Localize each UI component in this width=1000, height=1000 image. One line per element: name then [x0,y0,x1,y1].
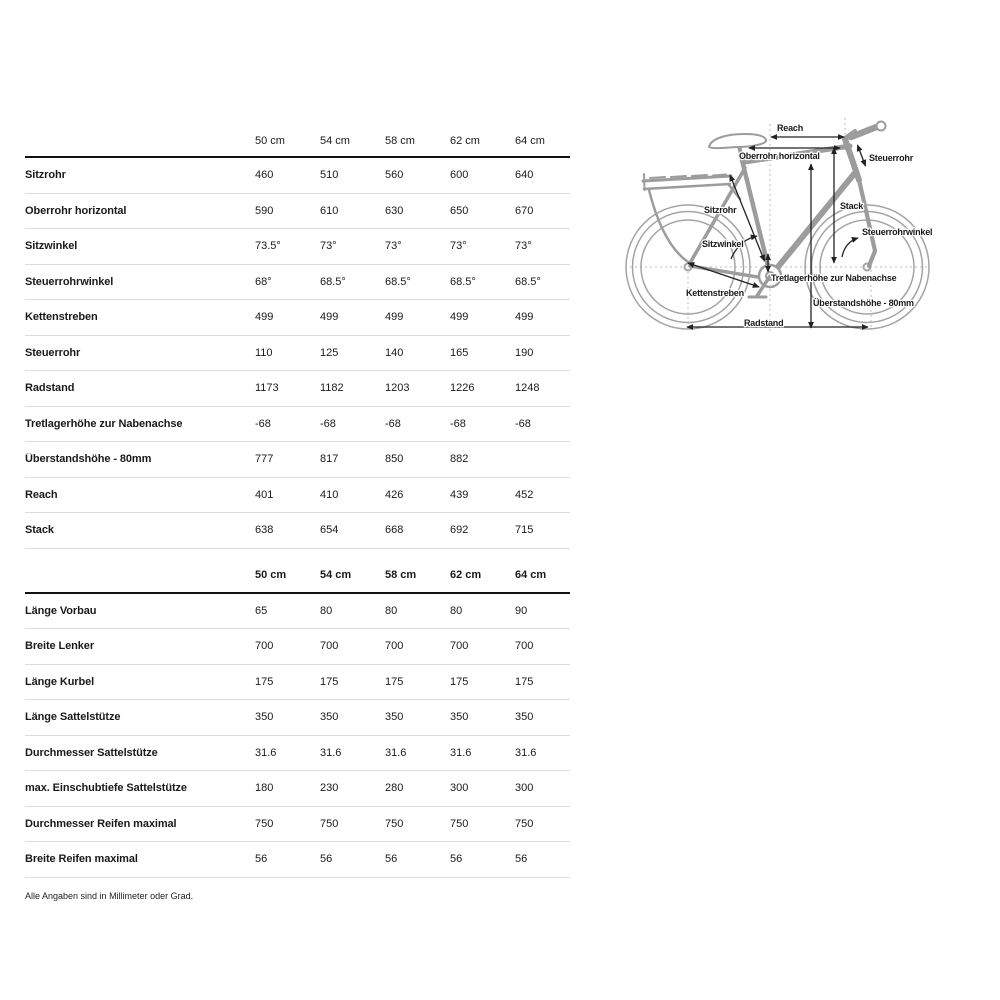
row-value: 73° [450,240,467,253]
row-value: 56 [255,853,268,866]
row-value: 350 [515,711,534,724]
table-row [25,665,570,701]
steuerrohrwinkel-arc [842,238,858,257]
row-value: -68 [255,417,271,430]
table-row [25,629,570,665]
row-value: 610 [320,204,339,217]
row-value: 68.5° [385,275,411,288]
table-row [25,736,570,772]
row-value: 31.6 [320,746,342,759]
row-value: 750 [255,817,274,830]
column-header: 64 cm [515,134,545,147]
diagram-label-ueberstand: Überstandshöhe - 80mm [813,298,914,308]
row-label: Sitzwinkel [25,240,78,253]
row-value: 230 [320,782,339,795]
table-row [25,300,570,336]
row-value: 1182 [320,382,344,395]
row-label: Länge Kurbel [25,675,95,688]
row-value: 300 [515,782,534,795]
row-value: 700 [320,640,339,653]
row-value: 499 [515,311,534,324]
row-label: Durchmesser Reifen maximal [25,817,177,830]
row-value: 439 [450,488,469,501]
bike-geometry-diagram [608,103,1000,363]
row-value: 817 [320,453,339,466]
row-label: Steuerrohrwinkel [25,275,114,288]
diagram-label-tretlager: Tretlagerhöhe zur Nabenachse [771,273,897,283]
row-label: max. Einschubtiefe Sattelstütze [25,782,187,795]
row-value: 68.5° [450,275,476,288]
row-value: 850 [385,453,404,466]
diagram-label-sitzrohr: Sitzrohr [704,205,737,215]
row-value: 777 [255,453,274,466]
component-geometry-table [25,558,570,878]
row-value: 68.5° [515,275,541,288]
fork [859,180,875,266]
row-value: 300 [450,782,469,795]
row-value: 692 [450,524,469,537]
row-value: -68 [515,417,531,430]
row-value: 630 [385,204,404,217]
column-header: 54 cm [320,568,352,581]
column-header: 62 cm [450,568,482,581]
row-value: 350 [255,711,274,724]
row-value: 410 [320,488,339,501]
row-value: 1226 [450,382,475,395]
row-value: 590 [255,204,274,217]
row-value: 700 [255,640,274,653]
row-label: Oberrohr horizontal [25,204,127,217]
row-value: 668 [385,524,404,537]
row-value: 73° [320,240,337,253]
column-header: 64 cm [515,568,547,581]
row-label: Kettenstreben [25,311,98,324]
table-header-row [25,125,570,158]
cockpit [845,122,886,139]
row-value: -68 [450,417,466,430]
row-value: 700 [450,640,469,653]
diagram-label-stack: Stack [840,201,864,211]
row-value: 401 [255,488,274,501]
row-value: 73° [515,240,532,253]
row-value: 350 [385,711,404,724]
table-row [25,700,570,736]
row-value: 350 [450,711,469,724]
table-row [25,336,570,372]
row-value: 175 [385,675,404,688]
column-header: 62 cm [450,134,480,147]
row-value: 452 [515,488,534,501]
row-value: 110 [255,346,273,359]
row-value: 140 [385,346,404,359]
row-value: 73° [385,240,402,253]
row-value: 510 [320,169,339,182]
row-value: 1248 [515,382,540,395]
row-value: 175 [450,675,469,688]
row-value: 73.5° [255,240,281,253]
row-label: Durchmesser Sattelstütze [25,746,158,759]
table-row [25,194,570,230]
table-row [25,407,570,443]
row-value: 499 [320,311,339,324]
row-value: 80 [450,604,463,617]
row-value: 426 [385,488,404,501]
row-value: 640 [515,169,534,182]
row-value: 650 [450,204,469,217]
row-value: 560 [385,169,404,182]
row-value: 68.5° [320,275,346,288]
row-label: Sitzrohr [25,169,66,182]
row-label: Länge Vorbau [25,604,97,617]
row-value: 499 [385,311,404,324]
diagram-label-steuerrohr: Steuerrohr [869,153,914,163]
table-row [25,513,570,549]
row-value: 175 [255,675,274,688]
row-value: 56 [515,853,528,866]
table-header-row [25,558,570,594]
row-value: 700 [385,640,404,653]
column-header: 58 cm [385,568,417,581]
row-value: 280 [385,782,404,795]
row-value: 499 [450,311,469,324]
row-label: Reach [25,488,58,501]
units-footnote: Alle Angaben sind in Millimeter oder Grad. [25,890,194,901]
row-value: 56 [450,853,463,866]
diagram-label-reach: Reach [776,123,804,133]
row-label: Breite Lenker [25,640,95,653]
row-value: 175 [515,675,534,688]
row-value: 190 [515,346,534,359]
row-value: 882 [450,453,469,466]
row-value: 750 [385,817,404,830]
row-value: 68° [255,275,272,288]
table-row [25,265,570,301]
row-label: Tretlagerhöhe zur Nabenachse [25,417,183,430]
diagram-label-kettenstreben: Kettenstreben [686,288,744,298]
row-label: Stack [25,524,54,537]
row-value: 31.6 [450,746,472,759]
row-label: Steuerrohr [25,346,81,359]
table-row [25,771,570,807]
row-value: 31.6 [255,746,277,759]
column-header: 58 cm [385,134,415,147]
table-row [25,807,570,843]
row-value: 31.6 [385,746,407,759]
row-value: 654 [320,524,339,537]
row-value: 80 [385,604,398,617]
diagram-label-steuerrohrwinkel: Steuerrohrwinkel [862,227,933,237]
table-row [25,842,570,878]
row-label: Breite Reifen maximal [25,853,138,866]
row-value: 715 [515,524,534,537]
row-value: 750 [320,817,339,830]
row-label: Überstandshöhe - 80mm [25,453,152,466]
geometry-tables [25,125,570,901]
row-value: 165 [450,346,469,359]
row-label: Länge Sattelstütze [25,711,121,724]
table-row [25,371,570,407]
row-value: 180 [255,782,274,795]
row-value: 670 [515,204,534,217]
row-value: -68 [385,417,401,430]
row-value: 499 [255,311,274,324]
row-value: 1203 [385,382,410,395]
row-value: 31.6 [515,746,537,759]
row-value: -68 [320,417,336,430]
table-row [25,442,570,478]
row-value: 460 [255,169,274,182]
row-value: 638 [255,524,274,537]
steuerrohr-arrow [858,145,866,166]
row-value: 350 [320,711,339,724]
table-row [25,229,570,265]
column-header: 54 cm [320,134,350,147]
row-value: 125 [320,346,339,359]
row-value: 600 [450,169,469,182]
column-header: 50 cm [255,134,285,147]
row-value: 56 [385,853,398,866]
table-row [25,594,570,630]
row-value: 90 [515,604,528,617]
table-row [25,478,570,514]
diagram-label-sitzwinkel: Sitzwinkel [702,239,744,249]
frame-geometry-table [25,125,570,549]
row-value: 65 [255,604,268,617]
row-value: 750 [450,817,469,830]
table-row [25,158,570,194]
row-value: 1173 [255,382,279,395]
row-value: 175 [320,675,339,688]
row-value: 56 [320,853,333,866]
row-value: 80 [320,604,333,617]
diagram-label-oberrohr: Oberrohr horizontal [739,151,820,161]
diagram-label-radstand: Radstand [744,318,784,328]
row-value: 700 [515,640,534,653]
row-label: Radstand [25,382,75,395]
row-value: 750 [515,817,534,830]
column-header: 50 cm [255,568,287,581]
